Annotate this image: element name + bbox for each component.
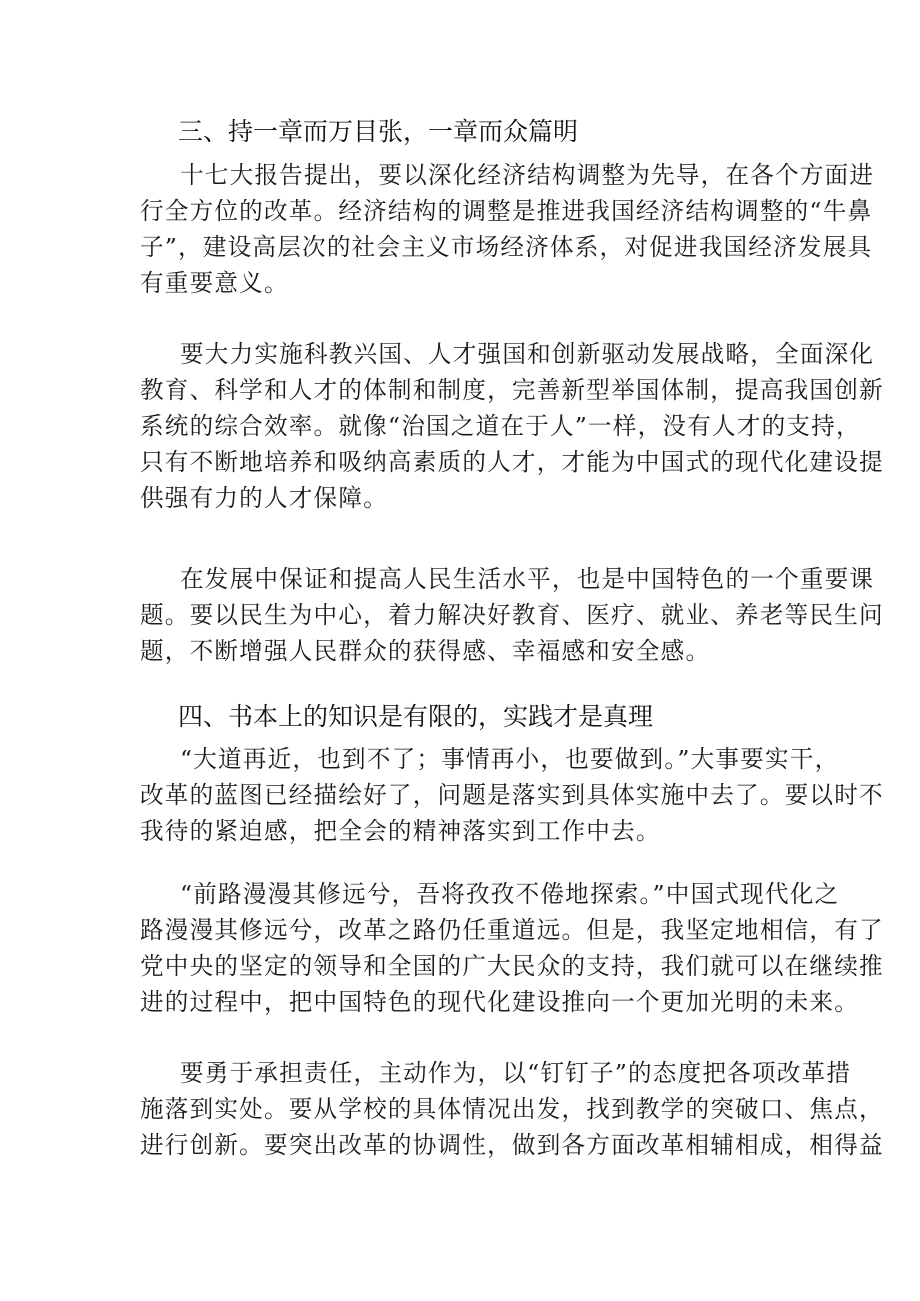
text-line: 题。要以民生为中心，着力解决好教育、医疗、就业、养老等民生问 [140, 601, 884, 629]
text-line: 党中央的坚定的领导和全国的广大民众的支持，我们就可以在继续推 [140, 952, 884, 980]
text-line: 行全方位的改革。经济结构的调整是推进我国经济结构调整的“牛鼻 [140, 197, 873, 225]
text-line: 施落到实处。要从学校的具体情况出发，找到教学的突破口、焦点， [140, 1095, 884, 1123]
text-line: 教育、科学和人才的体制和制度，完善新型举国体制，提高我国创新 [140, 376, 884, 404]
paragraph [140, 336, 884, 516]
text-line: 我待的紧迫感，把全会的精神落实到工作中去。 [140, 817, 661, 845]
text-line: “前路漫漫其修远兮，吾将孜孜不倦地探索。”中国式现代化之 [180, 880, 840, 908]
paragraph [140, 157, 875, 301]
text-line: 要勇于承担责任，主动作为，以“钉钉子”的态度把各项改革措 [180, 1059, 852, 1087]
text-line: 进行创新。要突出改革的协调性，做到各方面改革相辅相成，相得益 [140, 1131, 884, 1159]
text-line: 在发展中保证和提高人民生活水平，也是中国特色的一个重要课 [180, 565, 875, 593]
text-line: 题，不断增强人民群众的获得感、幸福感和安全感。 [140, 637, 711, 665]
paragraph [140, 741, 884, 849]
section-heading-3: 三、持一章而万目张，一章而众篇明 [178, 117, 579, 146]
text-line: 十七大报告提出，要以深化经济结构调整为先导，在各个方面进 [180, 161, 875, 189]
text-line: “大道再近，也到不了；事情再小，也要做到。”大事要实干， [180, 745, 840, 773]
text-line: 路漫漫其修远兮，改革之路仍任重道远。但是，我坚定地相信，有了 [140, 916, 884, 944]
paragraph [140, 561, 884, 669]
text-line: 有重要意义。 [140, 269, 289, 297]
text-line: 供强有力的人才保障。 [140, 484, 388, 512]
text-line: 要大力实施科教兴国、人才强国和创新驱动发展战略，全面深化 [180, 340, 875, 368]
paragraph [140, 876, 884, 1020]
text-line: 系统的综合效率。就像“治国之道在于人”一样，没有人才的支持， [140, 412, 861, 440]
text-line: 进的过程中，把中国特色的现代化建设推向一个更加光明的未来。 [140, 988, 860, 1016]
text-line: 改革的蓝图已经描绘好了，问题是落实到具体实施中去了。要以时不 [140, 781, 884, 809]
paragraph [140, 1055, 884, 1163]
text-line: 子”，建设高层次的社会主义市场经济体系，对促进我国经济发展具 [140, 233, 873, 261]
section-heading-4: 四、书本上的知识是有限的，实践才是真理 [178, 702, 654, 731]
text-line: 只有不断地培养和吸纳高素质的人才，才能为中国式的现代化建设提 [140, 448, 884, 476]
